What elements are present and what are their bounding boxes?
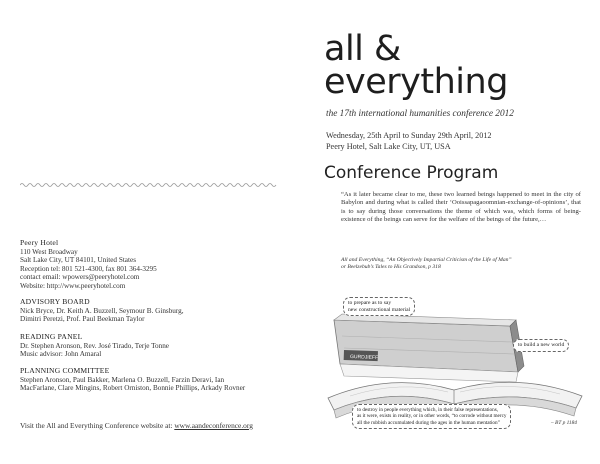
- callout-destroy: [352, 404, 511, 429]
- hotel-city: Salt Lake City, UT 84101, United States: [20, 256, 136, 265]
- quote-citation: [341, 257, 512, 271]
- callout-material: [343, 297, 415, 316]
- website-line: [20, 421, 253, 430]
- planning-line: MacFarlane, Clare Mingins, Robert Orniston, Bonnie Phillips, Arkady Rovner: [20, 384, 246, 393]
- wavy-divider: [20, 182, 278, 188]
- callout-reference: – BT p 1184: [551, 420, 578, 426]
- program-heading: Conference Program: [324, 163, 499, 183]
- hotel-info: [20, 239, 157, 291]
- reading-line: Music advisor: John Amaral: [20, 350, 102, 359]
- conference-dates: Wednesday, 25th April to Sunday 29th April, 2012: [326, 131, 492, 140]
- callout-new-world: to build a new world: [513, 339, 569, 352]
- callout-line: to destroy in people everything which, in their false representations,: [357, 407, 499, 413]
- hotel-website: Website: http://www.peeryhotel.com: [20, 281, 126, 290]
- callout-line: all the rubbish accumulated during the ages in the human mentation”: [357, 419, 500, 426]
- title-line-2: everything: [324, 62, 508, 102]
- book-spine-label: GURDJIEFF: [349, 354, 379, 361]
- advisory-line: Nick Bryce, Dr. Keith A. Buzzell, Seymour B. Ginsburg,: [20, 306, 184, 315]
- website-text: Visit the All and Everything Conference website at:: [20, 421, 175, 430]
- advisory-line: Dimitri Peretzi, Prof. Paul Beekman Taylor: [20, 315, 145, 324]
- callout-line: to prepare as to say: [348, 300, 392, 306]
- closed-book: [334, 314, 524, 372]
- planning-heading: PLANNING COMMITTEE: [20, 366, 110, 375]
- reading-line: Dr. Stephen Aronson, Rev. José Tirado, Terje Tonne: [20, 341, 169, 350]
- quote-text: “As it later became clear to me, these two learned beings happened to meet in the city of Babylon and during what is called their ‘Ooissapagaoomnian-exchange-of-opinions’, that is to say during those conversations the theme of which was, which forms of being-existence of the beings can serve for the welfare of the beings of the future,…: [341, 191, 581, 224]
- advisory-board: [20, 298, 184, 324]
- reading-heading: READING PANEL: [20, 332, 83, 341]
- citation-line: or Beelzebub’s Tales to His Grandson, p 318: [341, 264, 441, 270]
- reading-panel: [20, 333, 169, 359]
- hotel-email: contact email: wpowers@peeryhotel.com: [20, 273, 140, 282]
- website-link[interactable]: www.aandeconference.org: [174, 421, 253, 430]
- callout-line: new constructional material: [348, 306, 411, 313]
- hotel-address: 110 West Broadway: [20, 247, 78, 256]
- title-line-1: all &: [324, 29, 401, 69]
- conference-venue: Peery Hotel, Salt Lake City, UT, USA: [326, 142, 451, 151]
- conference-details: [326, 130, 492, 152]
- planning-line: Stephen Aronson, Paul Bakker, Marlena O. Buzzell, Farzin Deravi, Ian: [20, 375, 225, 384]
- hotel-name: Peery Hotel: [20, 238, 59, 247]
- citation-line: All and Everything, “An Objectively Impartial Criticism of the Life of Man”: [341, 257, 512, 263]
- conference-subtitle: the 17th international humanities conference 2012: [326, 109, 514, 119]
- planning-committee: [20, 367, 245, 393]
- advisory-heading: ADVISORY BOARD: [20, 297, 90, 306]
- callout-line: as it were, exists in reality, or in other words, “to corrode without mercy: [357, 413, 507, 420]
- hotel-phone: Reception tel: 801 521-4300, fax 801 364-3295: [20, 264, 157, 273]
